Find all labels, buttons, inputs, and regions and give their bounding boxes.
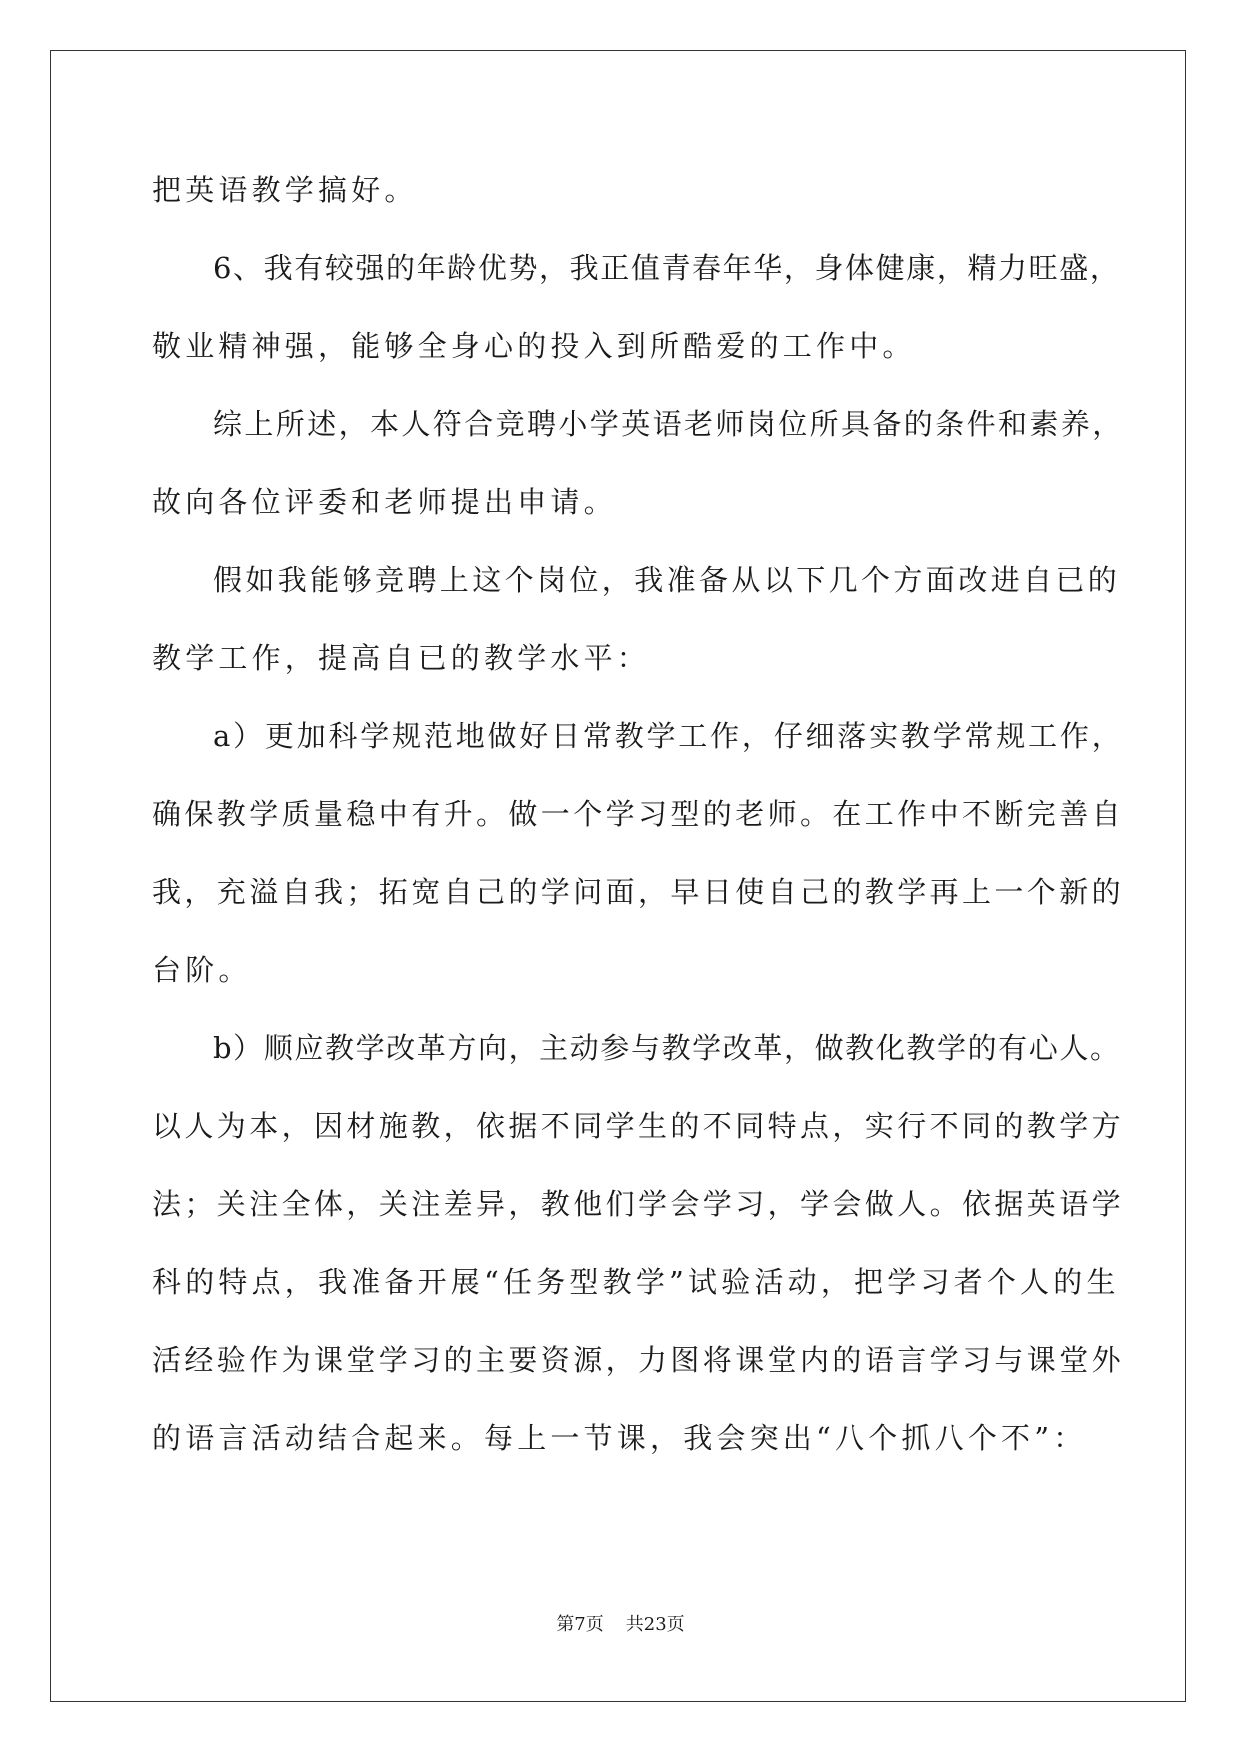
text-line: 敬业精神强，能够全身心的投入到所酷爱的工作中。 — [152, 329, 916, 363]
text-line: 我，充溢自我；拓宽自己的学问面，早日使自己的教学再上一个新的 — [152, 875, 1125, 909]
text-line: 活经验作为课堂学习的主要资源，力图将课堂内的语言学习与课堂外 — [152, 1343, 1125, 1377]
text-line: 综上所述，本人符合竞聘小学英语老师岗位所具备的条件和素养， — [213, 407, 1124, 441]
text-line: b）顺应教学改革方向，主动参与教学改革，做教化教学的有心人。 — [213, 1031, 1121, 1065]
text-line: 故向各位评委和老师提出申请。 — [152, 485, 617, 519]
text-line: 科的特点，我准备开展“任务型教学”试验活动，把学习者个人的生 — [152, 1265, 1120, 1299]
page-number-current: 第7页 — [556, 1614, 604, 1635]
page-footer — [0, 1610, 1241, 1636]
text-line: 台阶。 — [152, 953, 252, 987]
text-line: 确保教学质量稳中有升。做一个学习型的老师。在工作中不断完善自 — [152, 797, 1125, 831]
text-line: 6、我有较强的年龄优势，我正值青春年华，身体健康，精力旺盛， — [213, 251, 1121, 285]
text-line: 把英语教学搞好。 — [152, 173, 418, 207]
text-line: 假如我能够竞聘上这个岗位，我准备从以下几个方面改进自已的 — [213, 563, 1121, 597]
text-line: 教学工作，提高自已的教学水平： — [152, 641, 651, 675]
text-line: 以人为本，因材施教，依据不同学生的不同特点，实行不同的教学方 — [152, 1109, 1125, 1143]
page-number-total: 共23页 — [625, 1614, 685, 1635]
text-line: a）更加科学规范地做好日常教学工作，仔细落实教学常规工作， — [213, 719, 1124, 753]
text-line: 法；关注全体，关注差异，教他们学会学习，学会做人。依据英语学 — [152, 1187, 1125, 1221]
text-line: 的语言活动结合起来。每上一节课，我会突出“八个抓八个不”： — [152, 1421, 1087, 1455]
